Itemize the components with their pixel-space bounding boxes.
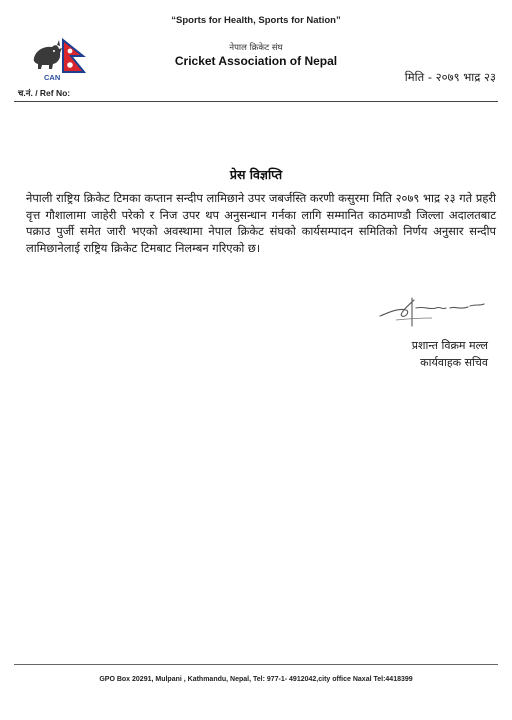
org-name-nepali: नेपाल क्रिकेट संघ [229,43,283,53]
logo-text: CAN [44,73,61,82]
letter-date: मिति - २०७९ भाद्र २३ [404,70,496,84]
motto: “Sports for Health, Sports for Nation” [171,15,341,26]
signatory-name: प्रशान्त विक्रम मल्ल [411,339,488,352]
org-name-english: Cricket Association of Nepal [174,54,338,68]
press-release-heading: प्रेस विज्ञप्ति [229,167,283,182]
handwritten-signature [376,294,488,330]
header-divider [14,101,498,102]
footer-address: GPO Box 20291, Mulpani , Kathmandu, Nepal, Tel: 977-1- 4912042,city office Naxal Tel:4418399 [99,676,413,683]
ref-number-label: च.नं. / Ref No: [18,88,71,98]
footer-divider [14,664,498,665]
signatory-title: कार्यवाहक सचिव [420,356,488,369]
press-release-body: नेपाली राष्ट्रिय क्रिकेट टिमका कप्तान सन्दीप लामिछाने उपर जबर्जस्ति करणी कसुरमा मिति २०७९ भाद्र २३ गते प्रहरी वृत्त गौशालामा जाहेरी परेको र निज उपर थप अनुसन्धान गर्नका लागि सम्मानित काठमाण्डौ जिल्ला अदालतबाट पक्राउ पुर्जी समेत जारी भएको अवस्थामा नेपाल क्रिकेट संघको कार्यसम्पादन समितिको निर्णय अनुसार सन्दीप लामिछानेलाई राष्ट्रिय क्रिकेट टिमबाट निलम्बन गरिएको छ। [26,191,496,255]
